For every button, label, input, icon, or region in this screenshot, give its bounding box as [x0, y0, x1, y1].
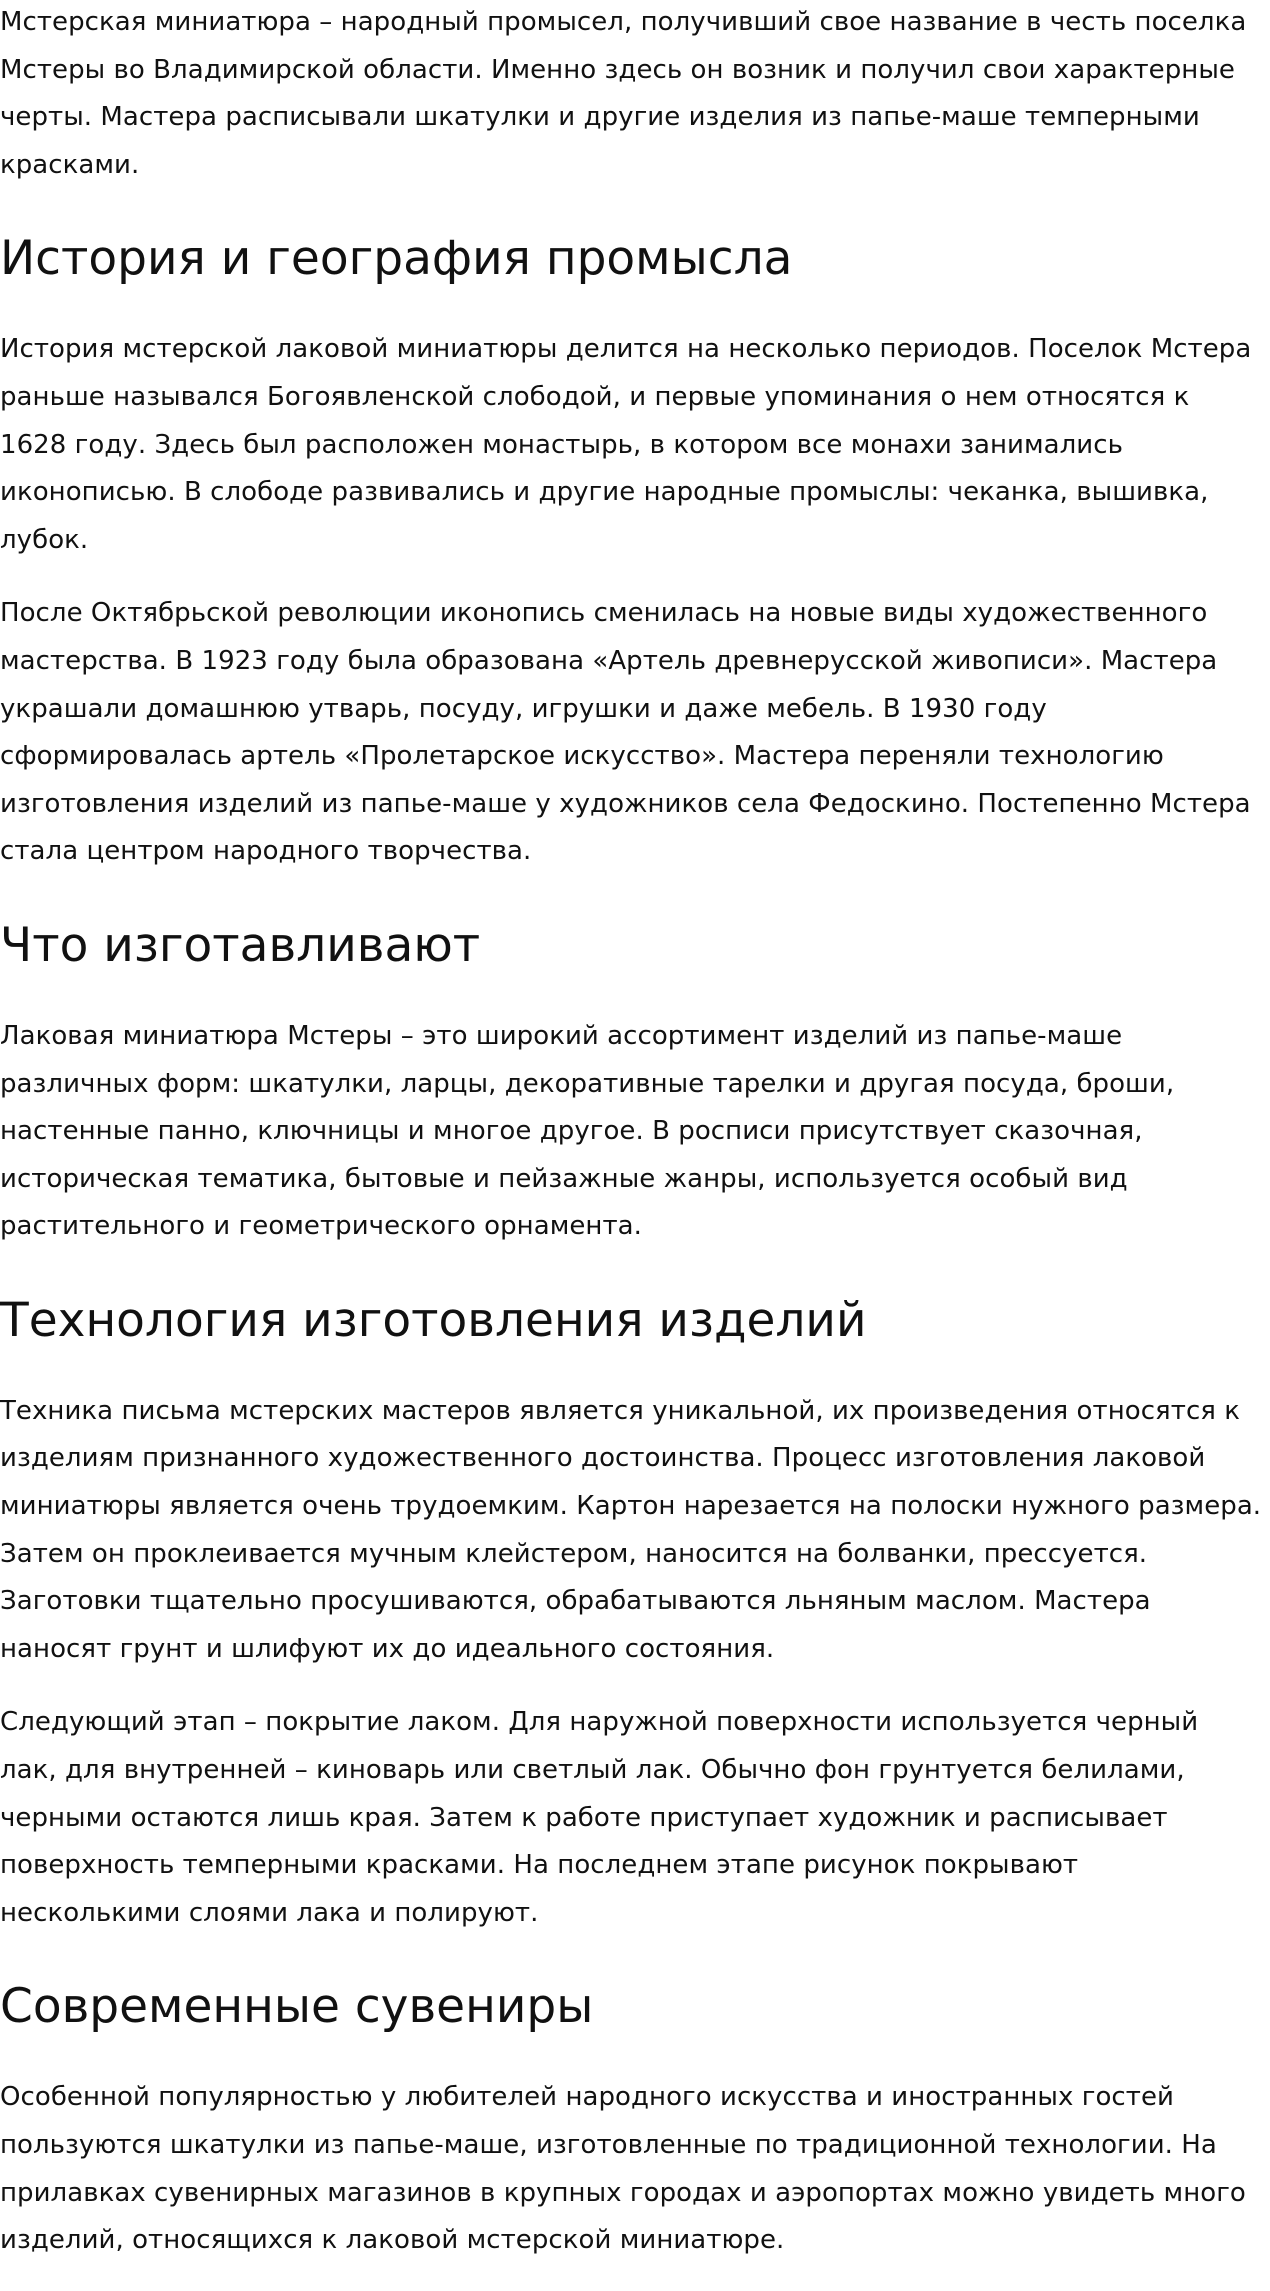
history-paragraph-1: История мстерской лаковой миниатюры делится на несколько периодов. Поселок Мстера раньше назывался Богоявленской слободой, и первые упоминания о нем относятся к 1628 году. Здесь был расположен монастырь, в котором все монахи занимались иконописью. В слободе развивались и другие народные промыслы: чеканка, вышивка, лубок. — [0, 334, 1252, 555]
heading-products: Что изготавливают — [0, 917, 481, 973]
history-paragraph-2: После Октябрьской революции иконопись сменилась на новые виды художественного мастерства. В 1923 году была образована «Артель древнерусской живописи». Мастера украшали домашнюю утварь, посуду, игрушки и даже мебель. В 1930 году сформировалась артель «Пролетарское искусство». Мастера переняли технологию изготовления изделий из папье-маше у художников села Федоскино. Постепенно Мстера стала центром народного творчества. — [0, 598, 1251, 867]
heading-souvenirs: Современные сувениры — [0, 1979, 594, 2035]
heading-history: История и география промысла — [0, 231, 793, 287]
technology-paragraph-2: Следующий этап – покрытие лаком. Для наружной поверхности используется черный лак, для внутренней – киноварь или светлый лак. Обычно фон грунтуется белилами, черными остаются лишь края. Затем к работе приступает художник и расписывает поверхность темперными красками. На последнем этапе рисунок покрывают несколькими слоями лака и полируют. — [0, 1707, 1199, 1928]
heading-technology: Технология изготовления изделий — [0, 1292, 867, 1348]
souvenirs-paragraph: Особенной популярностью у любителей народного искусства и иностранных гостей пользуются шкатулки из папье-маше, изготовленные по традиционной технологии. На прилавках сувенирных магазинов в крупных городах и аэропортах можно увидеть много изделий, относящихся к лаковой мстерской миниатюре. — [0, 2082, 1246, 2256]
intro-paragraph: Мстерская миниатюра – народный промысел, получивший свое название в честь поселка Мстеры во Владимирской области. Именно здесь он возник и получил свои характерные черты. Мастера расписывали шкатулки и другие изделия из папье-маше темперными красками. — [0, 7, 1247, 180]
technology-paragraph-1: Техника письма мстерских мастеров является уникальной, их произведения относятся к изделиям признанного художественного достоинства. Процесс изготовления лаковой миниатюры является очень трудоемким. Картон нарезается на полоски нужного размера. Затем он проклеивается мучным клейстером, наносится на болванки, прессуется. Заготовки тщательно просушиваются, обрабатываются льняным маслом. Мастера наносят грунт и шлифуют их до идеального состояния. — [0, 1395, 1262, 1664]
products-paragraph: Лаковая миниатюра Мстеры – это широкий ассортимент изделий из папье-маше различных форм: шкатулки, ларцы, декоративные тарелки и другая посуда, броши, настенные панно, ключницы и многое другое. В росписи присутствует сказочная, историческая тематика, бытовые и пейзажные жанры, используется особый вид растительного и геометрического орнамента. — [0, 1020, 1175, 1242]
